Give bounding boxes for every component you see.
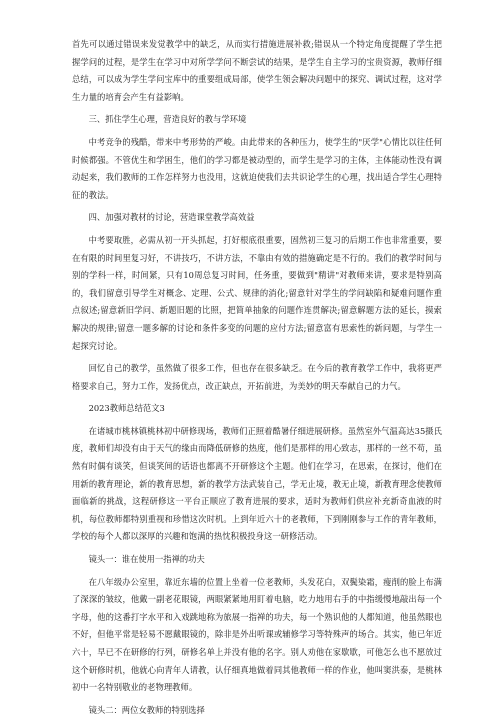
paragraph-4: 回忆自己的教学，虽然做了很多工作，但也存在很多缺乏。在今后的教育教学工作中，我将更严格要求自己，努力工作，发扬优点，改正缺点，开拓前进，为美妙的明天奉献自己的力气。	[72, 363, 442, 391]
document-body	[72, 36, 442, 724]
paragraph-6: 在八年级办公室里，靠近东墙的位置上坐着一位老教师，头发花白，双鬓染霜，瘦削的脸上布满了深深的皱纹，他戴一副老花眼镜，两眼紧紧地用盯着电脑，吃力地用右手的中指缓慢地敲出每一个字母，他的这番打字水平和入戏跳地称为旅展一指禅的功夫，每一个熟识他的人都知道，他虽然眼也不好，但他平常是轻易不愿戴眼镜的，除非是外出听课或辅修学习等特殊声的场合。其实，他已年近六十，早已不在研修的行列，研修名单上并没有他的名字。别人劝他在家歇歇，可他怎么也不愿放过这个研修时机，他就心向青年人请教，认仔细真地做着同其他教师一样的作业，他叫窦洪泰，是桃林初中一名特别敬业的老物理教师。	[72, 576, 442, 693]
paragraph-5: 在诸城市桃林镇桃林初中研修现场，教师们正照着酷暑仔细进展研修。虽然室外气温高达35摄氏度，教师们却没有由于天气的缘由而降低研修的热度，他们是那样的用心致志，那样的一丝不苟，虽然有时偶有谈笑，但谈笑间的话语也都离不开研修这个主题。他们在学习，在思索，在探讨，他们在用新的教育理论，新的教育思想，新的教学方法武装自己，学无止境，教无止境，新教育理念使教师面临新的挑战，这程研修这一平台正顺应了教育进展的要求，适时为教师们供应补充新奇血液的时机，每位教师都特别重视和珍惜这次时机。上到年近六十的老教师，下到刚刚参与工作的青年教师，学校的每个人都以深厚的兴趣和饱满的热忱积极投身这一研修活动。	[72, 425, 442, 542]
section-heading-3: 三、抓住学生心理，营造良好的教与学环境	[88, 114, 247, 125]
lens-heading-2: 镜头二：两位女教师的特别选择	[88, 704, 205, 715]
article-title: 2023教师总结范文3	[88, 403, 165, 414]
lens-heading-1: 镜头一：谁在使用一指禅的功夫	[88, 554, 205, 565]
paragraph-3: 中考要取胜，必需从初一开头抓起，打好根底很重要，固然初三复习的后期工作也非常重要，要在有限的时间里复习好，不讲技巧，不讲方法，不靠由有效的措施确定是不行的。我们的教学时间与别的学科一样，时间紧，只有10周总复习时间，任务重，要做到"精讲"对教师来讲，要求是特别高的，我们留意引导学生对概念、定理、公式、规律的消化;留意针对学生的学问缺陷和疑难问题作重点叙述;留意新旧学问、新题旧题的比照，把简单抽象的问题作连贯解决;留意解题方法的延长，摸索解决的规律;留意一题多解的讨论和条件多变的问题的应付方法;留意富有思索性的新问题，与学生一起探究讨论。	[72, 234, 442, 351]
section-heading-4: 四、加强对教材的讨论，营造课堂教学高效益	[88, 212, 255, 223]
paragraph-1: 首先可以通过错误来发觉教学中的缺乏，从而实行措施进展补救;错误从一个特定角度提醒了学生把握学问的过程，是学生在学习中对所学学问不断尝试的结果，是学生自主学习的宝贵资源，教师仔细总结，可以成为学生学问宝库中的重要组成局部，使学生领会解决问题中的探究、调试过程，这对学生力量的培育会产生有益影响。	[72, 39, 442, 102]
paragraph-2: 中考竞争的残酷，带来中考形势的严峻。由此带来的各种压力，使学生的"厌学"心情比以往任何时候都强。不管优生和学困生，他们的学习都是被动型的，而学生是学习的主体，主体能动性没有调动起来，我们教师的工作怎样努力也没用，这就迫使我们去共识论学生的心理，找出适合学生心理特征的教法。	[72, 136, 442, 200]
